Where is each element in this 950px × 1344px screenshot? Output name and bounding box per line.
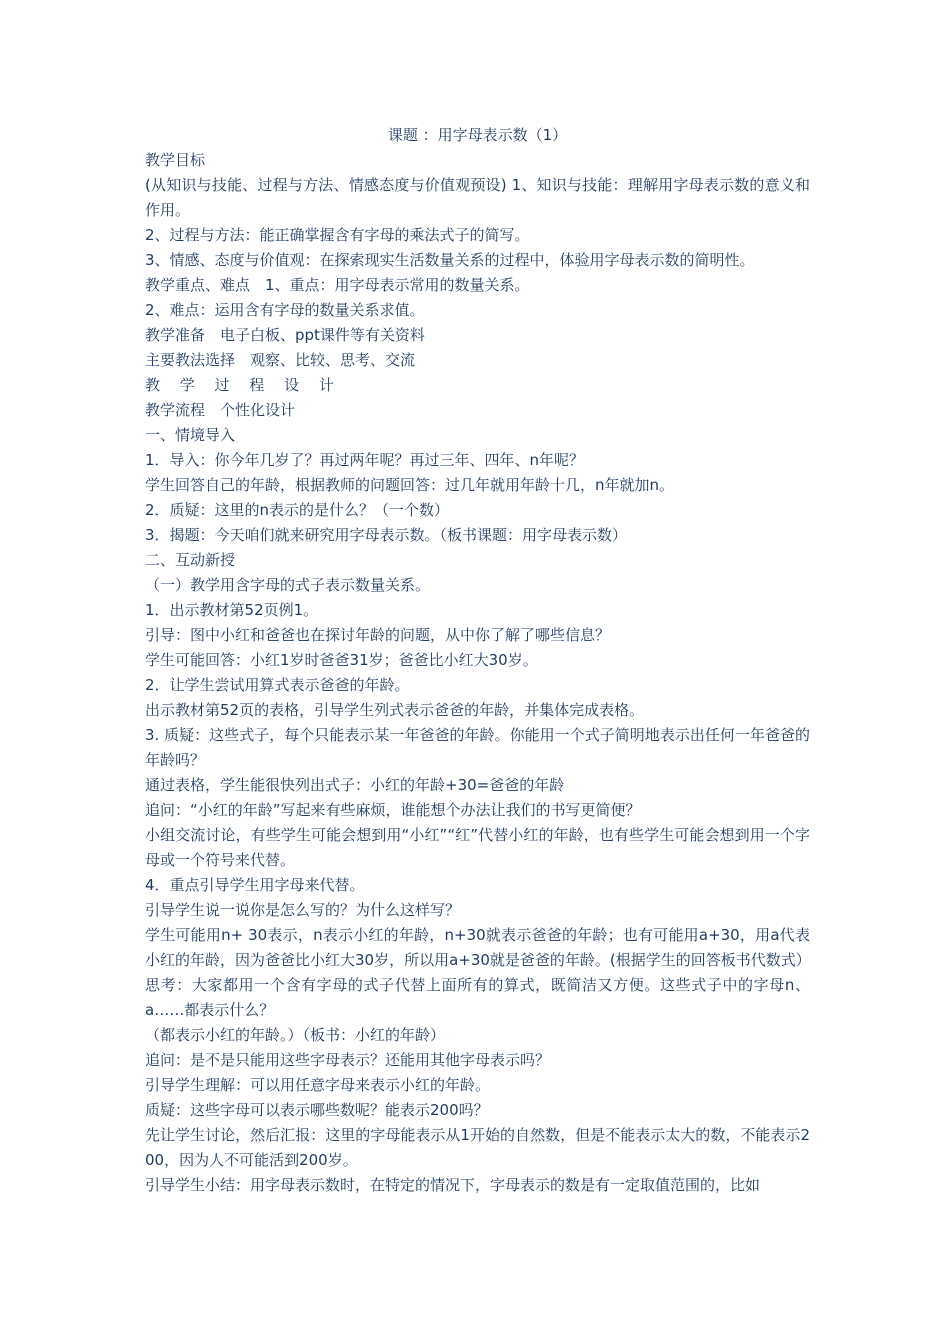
paragraph-line: 学生可能用n+ 30表示，n表示小红的年龄，n+30就表示爸爸的年龄；也有可能用a+30，用a代表小红的年龄，因为爸爸比小红大30岁，所以用a+30就是爸爸的年龄。(根据学生的回答板书代数式） xyxy=(145,926,811,969)
paragraph-line: 1．导入：你今年几岁了？再过两年呢？再过三年、四年、n年呢？ xyxy=(145,451,585,469)
document-title: 课题 ：用字母表示数（1） xyxy=(387,126,568,144)
paragraph-line: 1．出示教材第52页例1。 xyxy=(145,601,319,619)
paragraph-line: 二、互动新授 xyxy=(145,551,236,569)
paragraph-line: 3. 质疑：这些式子，每个只能表示某一年爸爸的年龄。你能用一个式子简明地表示出任何一年爸爸的年龄吗？ xyxy=(145,726,810,769)
paragraph-line: 引导学生理解：可以用任意字母来表示小红的年龄。 xyxy=(145,1076,491,1094)
paragraph-line: （一）教学用含字母的式子表示数量关系。 xyxy=(145,576,431,594)
paragraph-line: 学生可能回答：小红1岁时爸爸31岁；爸爸比小红大30岁。 xyxy=(145,651,538,669)
paragraph-line: 引导学生说一说你是怎么写的？为什么这样写？ xyxy=(145,901,461,919)
paragraph-line: 3、情感、态度与价值观：在探索现实生活数量关系的过程中，体验用字母表示数的简明性。 xyxy=(145,251,755,269)
paragraph-line: 追问：是不是只能用这些字母表示？还能用其他字母表示吗？ xyxy=(145,1051,551,1069)
paragraph-line: 教学流程 个性化设计 xyxy=(145,401,296,419)
paragraph-line: 教学重点、难点 1、重点：用字母表示常用的数量关系。 xyxy=(145,276,530,294)
document-page xyxy=(145,123,810,1198)
paragraph-line: 2、过程与方法：能正确掌握含有字母的乘法式子的简写。 xyxy=(145,226,530,244)
paragraph-line: 引导：图中小红和爸爸也在探讨年龄的问题，从中你了解了哪些信息？ xyxy=(145,626,611,644)
paragraph-line: 教学准备 电子白板、ppt课件等有关资料 xyxy=(145,326,425,344)
paragraph-line: 3．揭题：今天咱们就来研究用字母表示数。（板书课题：用字母表示数） xyxy=(145,526,628,544)
paragraph-line: 小组交流讨论，有些学生可能会想到用“小红”“红”代替小红的年龄，也有些学生可能会想到用一个字母或一个符号来代替。 xyxy=(145,826,810,869)
paragraph-line: （都表示小红的年龄。）（板书：小红的年龄） xyxy=(145,1026,446,1044)
paragraph-line: 思考：大家都用一个含有字母的式子代替上面所有的算式，既简洁又方便。这些式子中的字母n、a……都表示什么？ xyxy=(145,976,810,1019)
paragraph-line: 4．重点引导学生用字母来代替。 xyxy=(145,876,365,894)
paragraph-line: 学生回答自己的年龄，根据教师的问题回答：过几年就用年龄十几，n年就加n。 xyxy=(145,476,675,494)
paragraph-line: 主要教法选择 观察、比较、思考、交流 xyxy=(145,351,416,369)
paragraph-line: 教 学 过 程 设 计 xyxy=(145,376,334,394)
document-body xyxy=(145,148,810,1198)
paragraph-line: 2．质疑：这里的n表示的是什么？（一个数） xyxy=(145,501,450,519)
paragraph-line: 通过表格，学生能很快列出式子：小红的年龄+30=爸爸的年龄 xyxy=(145,776,565,794)
paragraph-line: (从知识与技能、过程与方法、情感态度与价值观预设) 1、知识与技能：理解用字母表示数的意义和作用。 xyxy=(145,176,810,219)
paragraph-line: 出示教材第52页的表格，引导学生列式表示爸爸的年龄，并集体完成表格。 xyxy=(145,701,645,719)
paragraph-line: 一、情境导入 xyxy=(145,426,236,444)
paragraph-line: 追问：“小红的年龄”写起来有些麻烦，谁能想个办法让我们的书写更简便？ xyxy=(145,801,641,819)
paragraph-line: 引导学生小结：用字母表示数时，在特定的情况下，字母表示的数是有一定取值范围的，比如 xyxy=(145,1176,761,1194)
paragraph-line: 教学目标 xyxy=(145,151,206,169)
paragraph-line: 质疑：这些字母可以表示哪些数呢？能表示200吗？ xyxy=(145,1101,489,1119)
paragraph-line: 2．让学生尝试用算式表示爸爸的年龄。 xyxy=(145,676,410,694)
paragraph-line: 先让学生讨论，然后汇报：这里的字母能表示从1开始的自然数，但是不能表示太大的数，不能表示200，因为人不可能活到200岁。 xyxy=(145,1126,810,1169)
paragraph-line: 2、难点：运用含有字母的数量关系求值。 xyxy=(145,301,425,319)
